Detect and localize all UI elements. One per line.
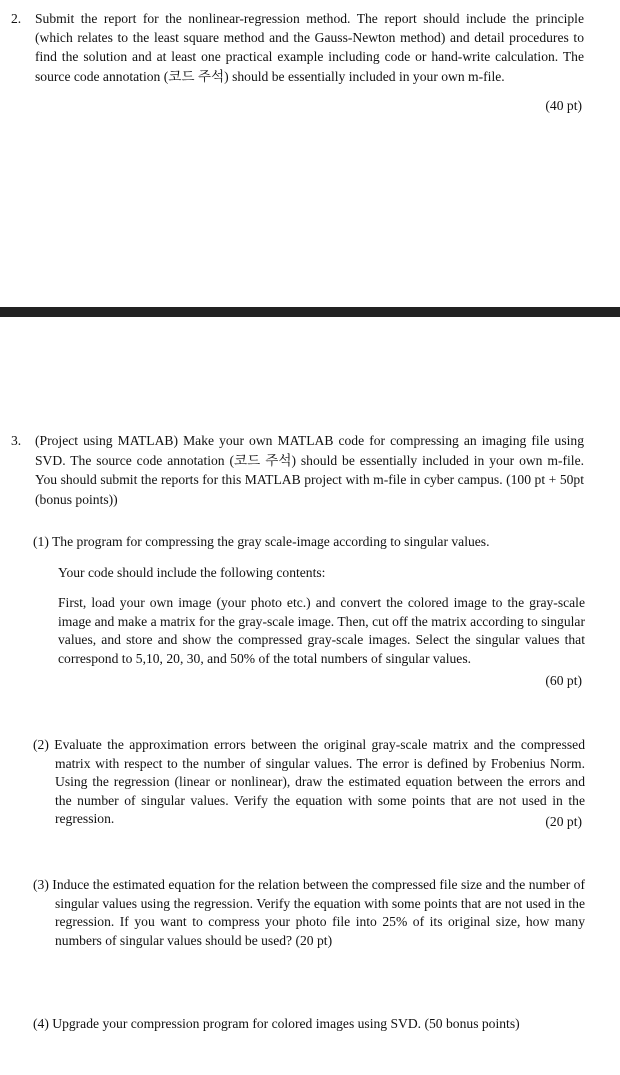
problem-2-number: 2. <box>11 11 22 26</box>
part-3-text: (3) Induce the estimated equation for the relation between the compressed file size and the number of singular values using the regression. Verify the equation with some points that are not used in the regression. If you want to compress your photo file into 25% of its original size, how many numbers of singular values should be used? (20 pt) <box>33 877 585 948</box>
part-1-body: First, load your own image (your photo etc.) and convert the colored image to the gray-scale image and make a matrix for the gray-scale image. Then, cut off the matrix according to singular values, and store and show the compressed gray-scale images. Select the singular values that correspond to 5,10, 20, 30, and 50% of the total numbers of singular values. <box>58 595 585 666</box>
part-1-title: (1) The program for compressing the gray scale-image according to singular values. <box>33 534 490 549</box>
part-2-points: (20 pt) <box>545 814 582 829</box>
part-1-subtitle: Your code should include the following contents: <box>58 565 326 580</box>
problem-2-text: Submit the report for the nonlinear-regression method. The report should include the principle (which relates to the least square method and the Gauss-Newton method) and detail procedures to find the solution and at least one practical example including code or hand-write calculation. The source code annotation (코드 주석) should be essentially included in your own m-file. <box>35 11 584 84</box>
part-1-points: (60 pt) <box>545 673 582 688</box>
part-4-text: (4) Upgrade your compression program for colored images using SVD. (50 bonus points) <box>33 1016 520 1031</box>
problem-3-intro: (Project using MATLAB) Make your own MATLAB code for compressing an imaging file using SVD. The source code annotation (코드 주석) should be essentially included in your own m-file. You should submit the reports for this MATLAB project with m-file in cyber campus. (100 pt + 50pt (bonus points)) <box>35 433 584 507</box>
problem-3-number: 3. <box>11 433 22 448</box>
problem-2-points: (40 pt) <box>545 98 582 113</box>
part-2-text: (2) Evaluate the approximation errors between the original gray-scale matrix and the compressed matrix with respect to the number of singular values. The error is defined by Frobenius Norm. Using the regression (linear or nonlinear), draw the estimated equation between the errors and the number of singular values. Verify the equation with some points that are not used in the regression. <box>33 737 585 826</box>
section-divider <box>0 307 620 317</box>
